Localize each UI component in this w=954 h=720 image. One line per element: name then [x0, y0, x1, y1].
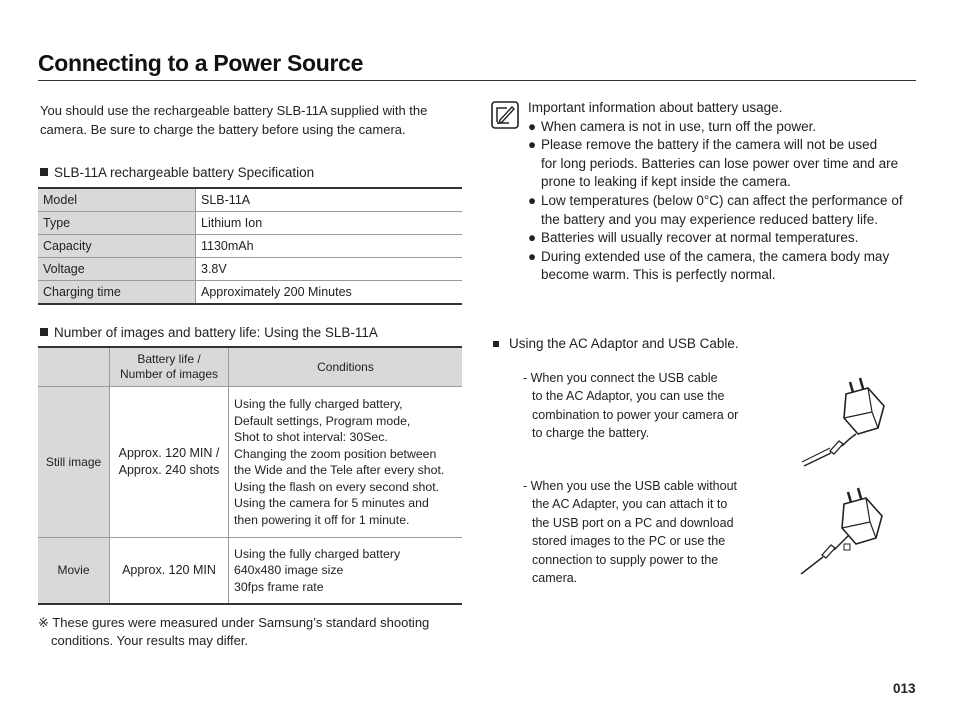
note-line: Batteries will usually recover at normal temperatures.	[541, 230, 859, 246]
note-bullet	[528, 229, 923, 248]
condition-line: the Wide and the Tele after every shot.	[234, 463, 445, 477]
battery-spec-table	[38, 187, 462, 305]
page-number: 013	[893, 681, 916, 696]
note-bullet	[528, 248, 923, 285]
note-bullet	[528, 118, 923, 137]
battery-life-cell: Approx. 120 MIN	[110, 538, 229, 604]
header-empty	[38, 347, 110, 387]
bullet-icon: ●	[528, 192, 537, 208]
mode-cell: Still image	[38, 387, 110, 538]
table-row	[38, 387, 462, 538]
spec-key: Voltage	[38, 258, 196, 281]
conditions-cell	[229, 538, 463, 604]
header-line: Number of images	[119, 367, 219, 381]
note-heading: Important information about battery usage.	[528, 100, 783, 115]
condition-line: then powering it off for 1 minute.	[234, 512, 410, 527]
square-bullet-icon	[40, 168, 48, 176]
footnote	[38, 614, 458, 650]
note-line: prone to leaking if kept inside the camera.	[541, 174, 791, 190]
intro-line: camera. Be sure to charge the battery before using the camera.	[40, 122, 406, 137]
condition-line: Changing the zoom position between	[234, 446, 437, 461]
table-header-row	[38, 347, 462, 387]
note-line: Low temperatures (below 0°C) can affect the performance of	[541, 192, 903, 208]
spec-key: Charging time	[38, 281, 196, 305]
table-row	[38, 235, 462, 258]
pencil-note-icon	[491, 101, 519, 129]
header-conditions: Conditions	[229, 347, 463, 387]
spec-value: Approximately 200 Minutes	[196, 281, 463, 305]
condition-line: 640x480 image size	[234, 563, 344, 577]
spec-section-heading	[40, 165, 314, 180]
footnote-line: conditions. Your results may differ.	[51, 633, 249, 648]
table-row	[38, 258, 462, 281]
mode-cell: Movie	[38, 538, 110, 604]
spec-key: Capacity	[38, 235, 196, 258]
intro-paragraph	[40, 101, 460, 139]
note-bullet	[528, 192, 923, 229]
footnote-line: These gures were measured under Samsung’s standard shooting	[52, 615, 430, 630]
spec-value: SLB-11A	[196, 188, 463, 212]
ac-adaptor-usb-icon	[798, 484, 894, 580]
ac-item	[523, 369, 753, 443]
condition-line: Shot to shot interval: 30Sec.	[234, 430, 388, 444]
table-row	[38, 188, 462, 212]
battery-life-cell	[110, 387, 229, 538]
note-line: become warm. This is perfectly normal.	[541, 267, 776, 283]
spec-key: Model	[38, 188, 196, 212]
note-line: Please remove the battery if the camera will not be used	[541, 137, 878, 153]
table-row	[38, 538, 462, 604]
spec-value: 1130mAh	[196, 235, 463, 258]
table-row	[38, 212, 462, 235]
header-line: Battery life /	[137, 352, 201, 366]
title-divider	[38, 80, 916, 81]
ac-line: to the AC Adaptor, you can use the	[532, 389, 725, 404]
note-line: for long periods. Batteries can lose power over time and are	[541, 155, 899, 171]
reference-mark-icon: ※	[38, 615, 49, 630]
life-section-heading	[40, 325, 378, 340]
ac-line: - When you connect the USB cable	[523, 371, 718, 385]
square-bullet-icon	[493, 341, 499, 347]
life-section-title: Number of images and battery life: Using the SLB-11A	[54, 325, 378, 340]
note-line: the battery and you may experience reduced battery life.	[541, 211, 878, 227]
ac-line: to charge the battery.	[532, 426, 650, 441]
bullet-icon: ●	[528, 137, 537, 153]
condition-line: Using the fully charged battery	[234, 546, 401, 561]
ac-line: the AC Adapter, you can attach it to	[532, 497, 728, 512]
ac-line: camera.	[532, 571, 578, 586]
note-bullet	[528, 136, 923, 192]
ac-section-heading	[493, 336, 739, 351]
header-battery-life	[110, 347, 229, 387]
conditions-cell	[229, 387, 463, 538]
page-title: Connecting to a Power Source	[38, 50, 364, 76]
bullet-icon: ●	[528, 118, 537, 134]
ac-line: the USB port on a PC and download	[532, 515, 734, 530]
condition-line: Using the fully charged battery,	[234, 397, 403, 411]
table-row	[38, 281, 462, 305]
spec-key: Type	[38, 212, 196, 235]
bullet-icon: ●	[528, 230, 537, 246]
condition-line: Default settings, Program mode,	[234, 413, 411, 428]
bullet-icon: ●	[528, 248, 537, 264]
intro-line: You should use the rechargeable battery SLB-11A supplied with the	[40, 103, 428, 118]
spec-section-title: SLB-11A rechargeable battery Specification	[54, 165, 315, 180]
battery-life-line: Approx. 240 shots	[118, 463, 220, 477]
spec-value: Lithium Ion	[196, 212, 463, 235]
battery-life-table	[38, 346, 462, 605]
spec-value: 3.8V	[196, 258, 463, 281]
ac-line: connection to supply power to the	[532, 552, 719, 567]
battery-usage-note	[528, 99, 923, 285]
condition-line: Using the camera for 5 minutes and	[234, 496, 429, 510]
battery-life-line: Approx. 120 MIN /	[118, 446, 220, 460]
note-line: During extended use of the camera, the camera body may	[541, 248, 890, 264]
ac-line: stored images to the PC or use the	[532, 534, 726, 549]
square-bullet-icon	[40, 328, 48, 336]
condition-line: 30fps frame rate	[234, 579, 324, 594]
ac-adaptor-usb-icon	[800, 372, 896, 468]
ac-section-title: Using the AC Adaptor and USB Cable.	[509, 336, 739, 351]
ac-item	[523, 477, 753, 587]
ac-line: - When you use the USB cable without	[523, 479, 738, 493]
ac-line: combination to power your camera or	[532, 407, 739, 422]
condition-line: Using the flash on every second shot.	[234, 479, 440, 494]
note-line: When camera is not in use, turn off the power.	[541, 118, 817, 134]
